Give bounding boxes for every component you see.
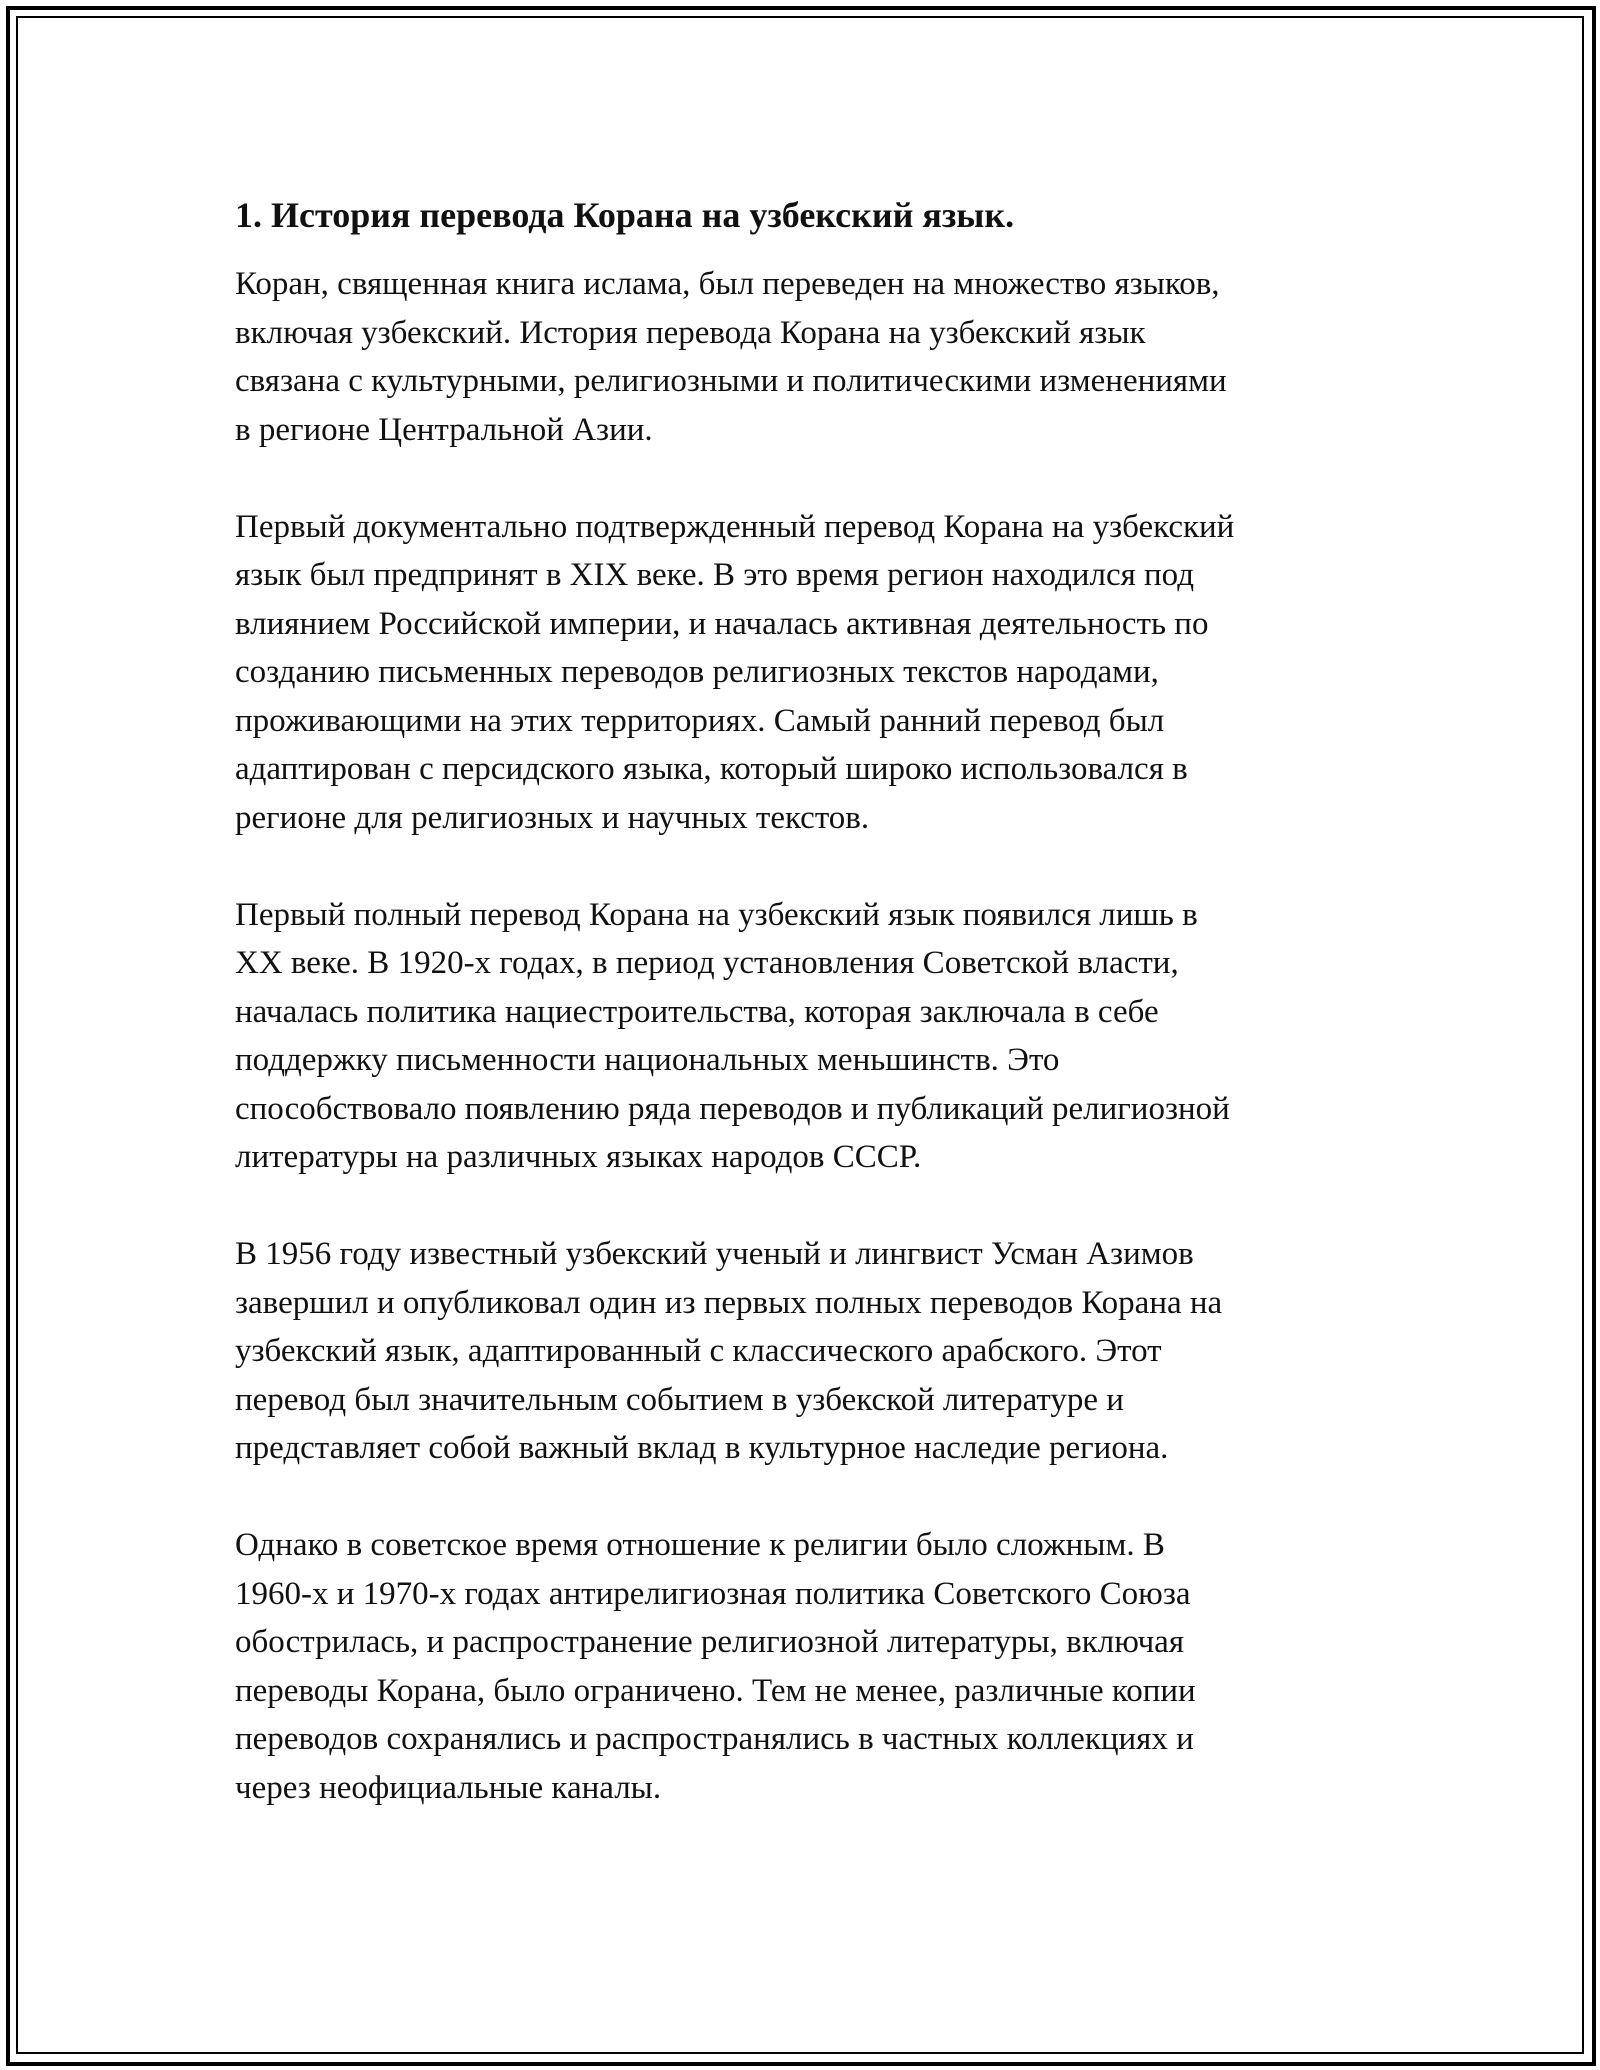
paragraph-line: Однако в советское время отношение к религии было сложным. В — [235, 1527, 1165, 1563]
paragraph — [235, 1521, 1385, 1812]
paragraph-line: переводы Корана, было ограничено. Тем не менее, различные копии — [235, 1672, 1196, 1709]
paragraph-line: переводов сохранялись и распространялись в частных коллекциях и — [235, 1721, 1194, 1757]
paragraph — [235, 260, 1385, 454]
paragraph-line: включая узбекский. История перевода Корана на узбекский язык — [235, 314, 1146, 351]
paragraph-line: адаптирован с персидского языка, который широко использовался в — [235, 751, 1188, 787]
paragraph — [235, 1230, 1385, 1473]
paragraph-line: Первый документально подтвержденный перевод Корана на узбекский — [235, 508, 1235, 545]
paragraph-line: 1960-х и 1970-х годах антирелигиозная политика Советского Союза — [235, 1575, 1191, 1612]
paragraph-line: созданию письменных переводов религиозных текстов народами, — [235, 654, 1159, 690]
paragraph-line: через неофициальные каналы. — [235, 1769, 662, 1806]
paragraph-line: влиянием Российской империи, и началась активная деятельность по — [235, 605, 1209, 642]
paragraph-line: способствовало появлению ряда переводов и публикаций религиозной — [235, 1090, 1230, 1127]
paragraph-line: перевод был значительным событием в узбекской литературе и — [235, 1381, 1124, 1418]
paragraph-line: В 1956 году известный узбекский ученый и лингвист Усман Азимов — [235, 1236, 1194, 1272]
paragraph-line: началась политика нациестроительства, которая заключала в себе — [235, 993, 1159, 1030]
section-heading: 1. История перевода Корана на узбекский язык. — [235, 195, 1015, 235]
paragraph-line: литературы на различных языках народов СССР. — [235, 1139, 922, 1175]
paragraph-line: завершил и опубликовал один из первых полных переводов Корана на — [235, 1284, 1223, 1321]
paragraph-line: Первый полный перевод Корана на узбекский язык появился лишь в — [235, 896, 1198, 933]
paragraph-line: язык был предпринят в XIX веке. В это время регион находился под — [235, 557, 1195, 593]
document-body — [235, 186, 1385, 1861]
paragraph-line: XX веке. В 1920-х годах, в период установления Советской власти, — [235, 945, 1179, 981]
paragraph-line: связана с культурными, религиозными и политическими изменениями — [235, 363, 1227, 399]
paragraph-line: в регионе Центральной Азии. — [235, 411, 653, 448]
paragraph-line: узбекский язык, адаптированный с классического арабского. Этот — [235, 1333, 1162, 1369]
paragraph — [235, 503, 1385, 843]
paragraph-line: поддержку письменности национальных меньшинств. Это — [235, 1042, 1060, 1078]
paragraph-line: проживающими на этих территориях. Самый ранний перевод был — [235, 702, 1165, 739]
paragraph-line: обострилась, и распространение религиозной литературы, включая — [235, 1624, 1185, 1660]
paragraph-line: представляет собой важный вклад в культурное наследие региона. — [235, 1430, 1169, 1466]
paragraph — [235, 891, 1385, 1182]
paragraph-line: регионе для религиозных и научных текстов. — [235, 799, 870, 836]
paragraph-list — [235, 260, 1385, 1812]
paragraph-line: Коран, священная книга ислама, был переведен на множество языков, — [235, 266, 1220, 302]
